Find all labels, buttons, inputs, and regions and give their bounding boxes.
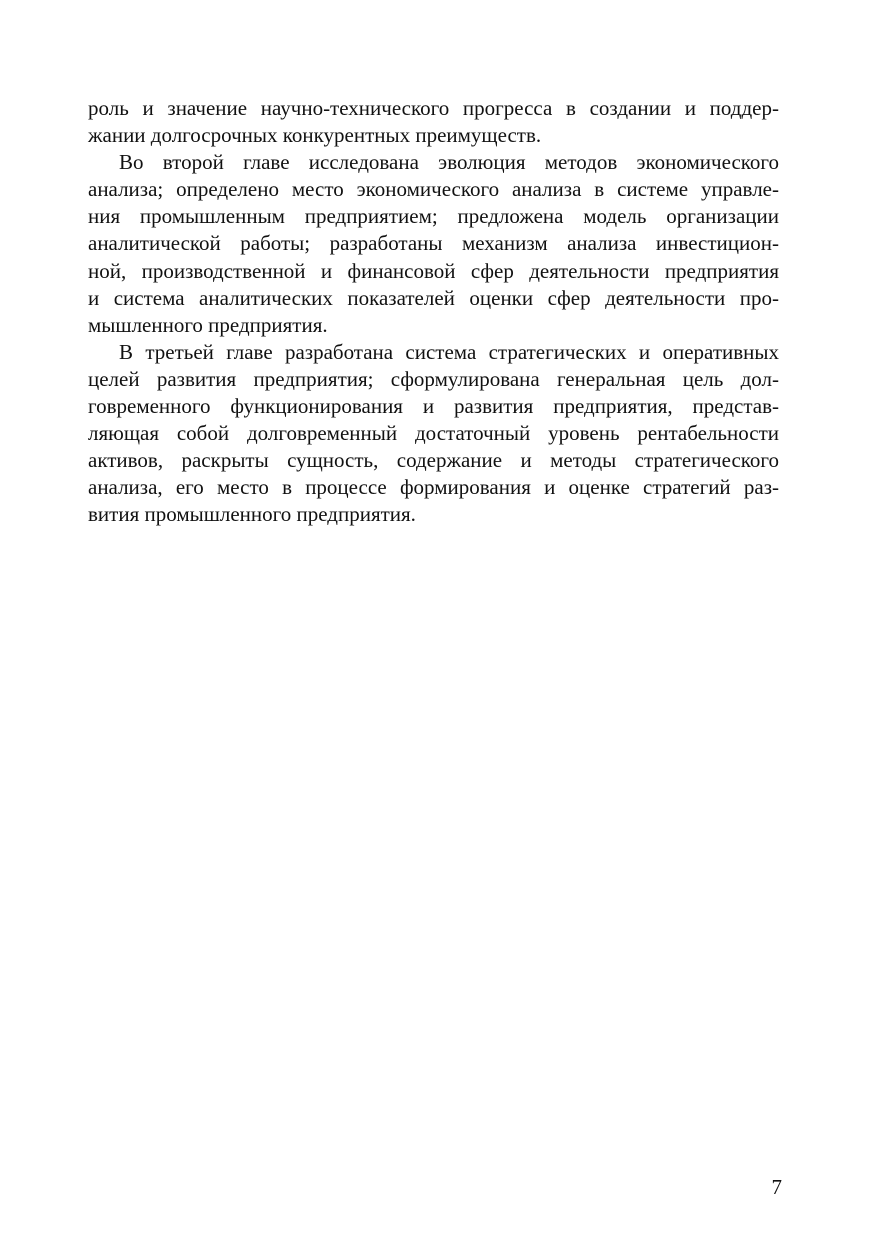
text-line: целей развития предприятия; сформулирована генеральная цель дол- bbox=[88, 366, 779, 391]
paragraph-continuation bbox=[88, 95, 779, 149]
text-line: активов, раскрыты сущность, содержание и методы стратегического bbox=[88, 448, 779, 473]
body-text bbox=[88, 95, 779, 529]
text-line: Во второй главе исследована эволюция методов экономического bbox=[119, 150, 779, 175]
text-line: ной, производственной и финансовой сфер деятельности предприятия bbox=[88, 258, 779, 283]
text-line: вития промышленного предприятия. bbox=[88, 502, 416, 527]
text-line: анализа; определено место экономического анализа в системе управле- bbox=[88, 177, 779, 202]
text-line: жании долгосрочных конкурентных преимуществ. bbox=[88, 123, 542, 148]
text-line: аналитической работы; разработаны механизм анализа инвестицион- bbox=[88, 231, 779, 256]
text-line: и система аналитических показателей оценки сфер деятельности про- bbox=[88, 285, 779, 310]
text-line: мышленного предприятия. bbox=[88, 312, 328, 337]
text-line: роль и значение научно-технического прогресса в создании и поддер- bbox=[88, 96, 779, 120]
page-number: 7 bbox=[771, 1175, 782, 1199]
text-line: ния промышленным предприятием; предложена модель организации bbox=[88, 204, 779, 229]
text-line: В третьей главе разработана система стратегических и оперативных bbox=[119, 339, 779, 364]
text-line: ляющая собой долговременный достаточный уровень рентабельности bbox=[88, 421, 779, 446]
text-line: говременного функционирования и развития предприятия, представ- bbox=[88, 394, 779, 419]
paragraph-chapter-three bbox=[88, 339, 779, 529]
text-line: анализа, его место в процессе формирования и оценке стратегий раз- bbox=[88, 475, 779, 500]
paragraph-chapter-two bbox=[88, 149, 779, 339]
